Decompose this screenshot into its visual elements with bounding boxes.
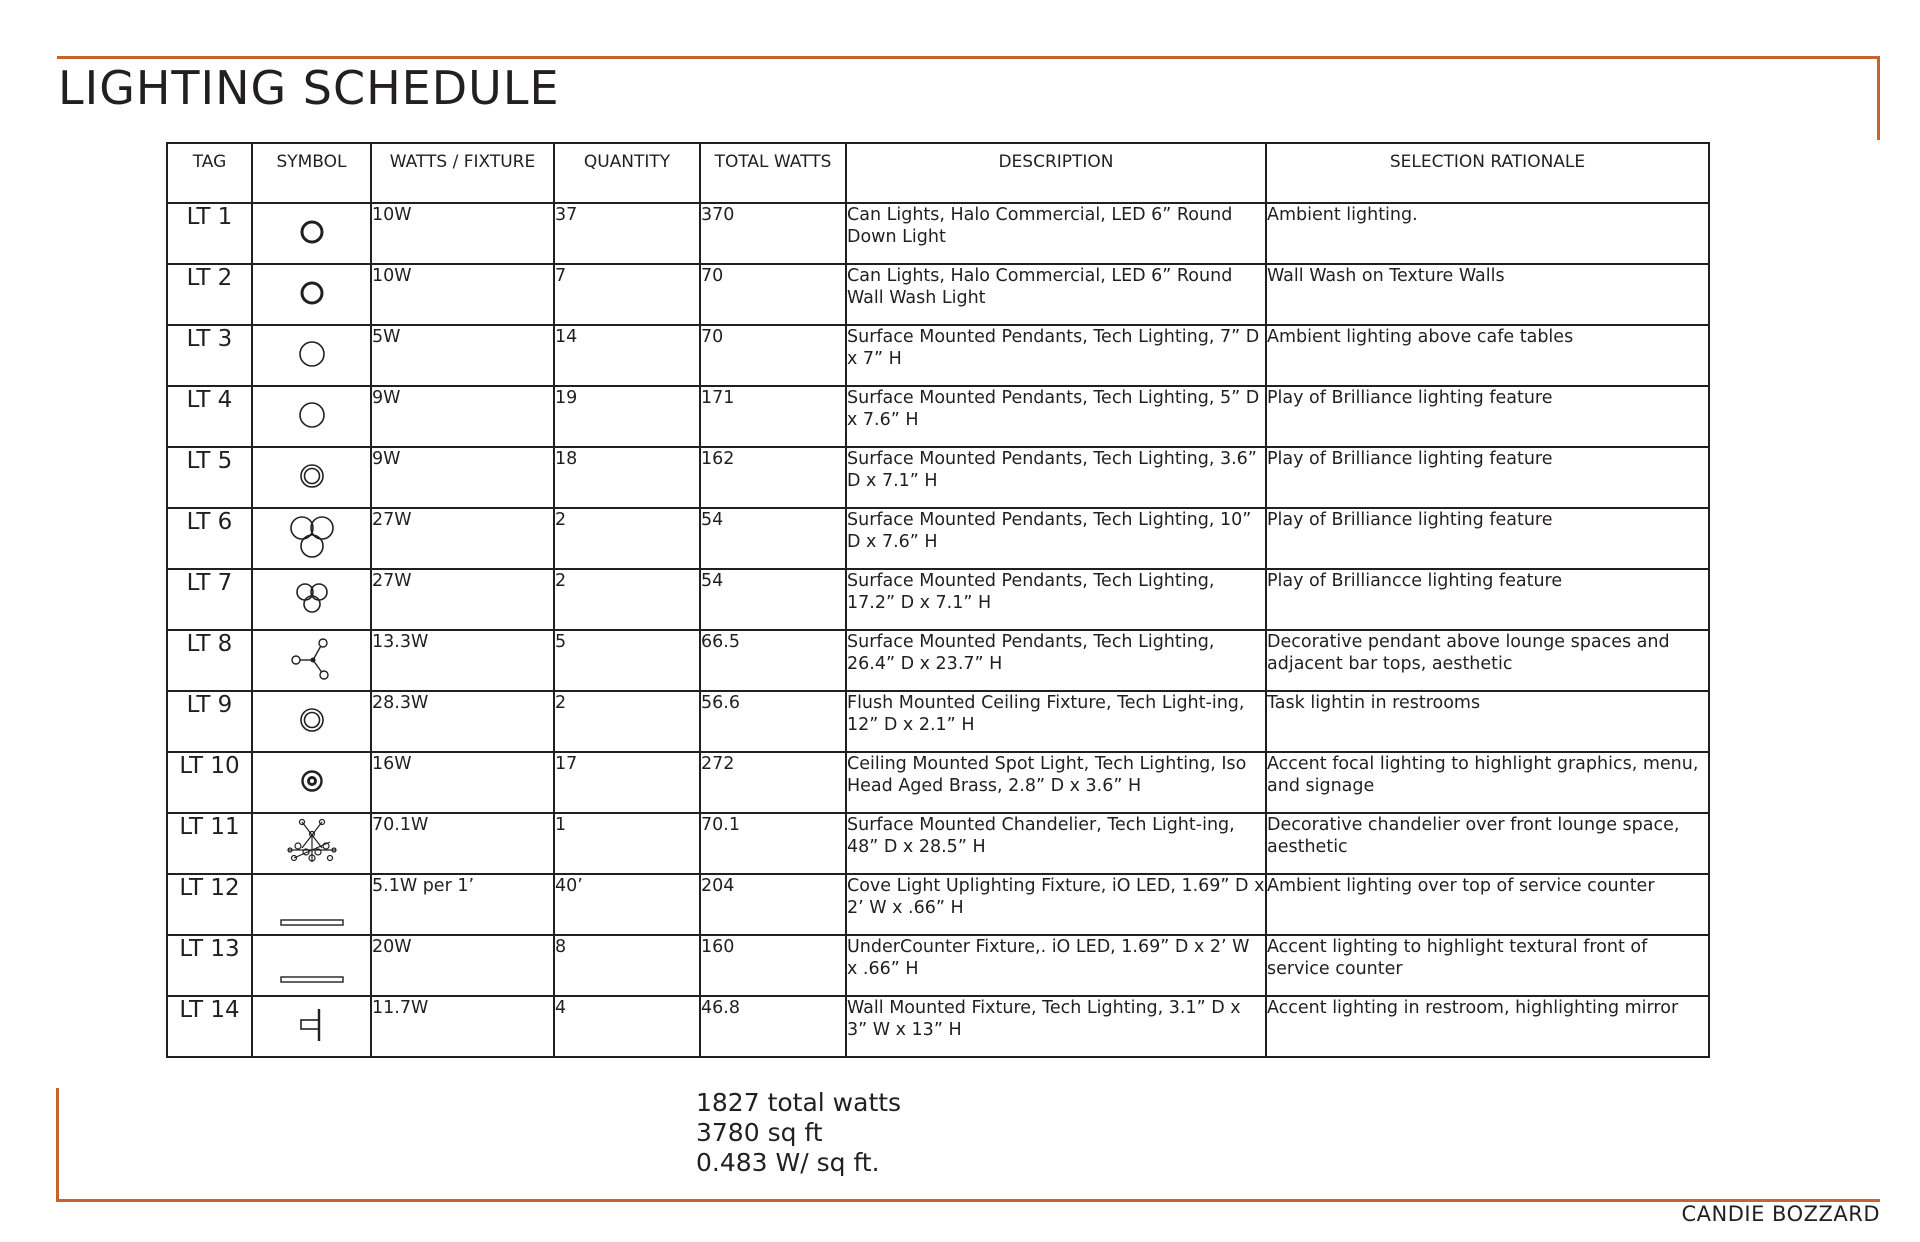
circle-symbol xyxy=(297,339,327,373)
cell-watts-per-fixture: 9W xyxy=(371,447,554,508)
cell-description: Ceiling Mounted Spot Light, Tech Lighting, Iso Head Aged Brass, 2.8” D x 3.6” H xyxy=(846,752,1266,813)
power-density: 0.483 W/ sq ft. xyxy=(696,1148,880,1177)
cell-selection-rationale: Ambient lighting above cafe tables xyxy=(1266,325,1709,386)
cell-selection-rationale: Wall Wash on Texture Walls xyxy=(1266,264,1709,325)
cell-watts-per-fixture: 28.3W xyxy=(371,691,554,752)
table-row xyxy=(167,813,1709,874)
cell-watts-per-fixture: 10W xyxy=(371,203,554,264)
header-selection-rationale: SELECTION RATIONALE xyxy=(1266,143,1709,203)
chandelier-symbol xyxy=(284,818,340,870)
cell-total-watts: 272 xyxy=(700,752,846,813)
cell-watts-per-fixture: 27W xyxy=(371,569,554,630)
cell-quantity: 2 xyxy=(554,691,700,752)
cell-total-watts: 54 xyxy=(700,569,846,630)
cell-description: Can Lights, Halo Commercial, LED 6” Round Down Light xyxy=(846,203,1266,264)
cell-description: Cove Light Uplighting Fixture, iO LED, 1.69” D x 2’ W x .66” H xyxy=(846,874,1266,935)
cell-total-watts: 46.8 xyxy=(700,996,846,1057)
triple-circle-large-symbol xyxy=(288,514,336,564)
cell-quantity: 14 xyxy=(554,325,700,386)
header-symbol: SYMBOL xyxy=(252,143,371,203)
cell-symbol xyxy=(252,386,371,447)
cell-tag: LT 4 xyxy=(167,386,252,447)
triple-circle-small-symbol xyxy=(294,581,330,619)
cell-total-watts: 56.6 xyxy=(700,691,846,752)
cell-tag: LT 1 xyxy=(167,203,252,264)
cell-quantity: 2 xyxy=(554,569,700,630)
cell-selection-rationale: Play of Brilliance lighting feature xyxy=(1266,447,1709,508)
cell-watts-per-fixture: 16W xyxy=(371,752,554,813)
cell-total-watts: 54 xyxy=(700,508,846,569)
cell-total-watts: 70 xyxy=(700,325,846,386)
cell-description: Surface Mounted Pendants, Tech Lighting, 17.2” D x 7.1” H xyxy=(846,569,1266,630)
cell-watts-per-fixture: 10W xyxy=(371,264,554,325)
cell-tag: LT 11 xyxy=(167,813,252,874)
cell-selection-rationale: Play of Brilliancce lighting feature xyxy=(1266,569,1709,630)
cell-tag: LT 9 xyxy=(167,691,252,752)
cell-total-watts: 70 xyxy=(700,264,846,325)
frame-left-rule xyxy=(56,1088,59,1202)
cell-symbol xyxy=(252,813,371,874)
cell-symbol xyxy=(252,935,371,996)
cell-watts-per-fixture: 20W xyxy=(371,935,554,996)
cell-selection-rationale: Task lightin in restrooms xyxy=(1266,691,1709,752)
cell-symbol xyxy=(252,691,371,752)
table-row xyxy=(167,935,1709,996)
cell-watts-per-fixture: 9W xyxy=(371,386,554,447)
cell-quantity: 40’ xyxy=(554,874,700,935)
frame-right-rule xyxy=(1877,56,1880,140)
cell-quantity: 1 xyxy=(554,813,700,874)
frame-bottom-rule xyxy=(56,1199,1880,1202)
cell-selection-rationale: Accent lighting in restroom, highlighting mirror xyxy=(1266,996,1709,1057)
cell-tag: LT 3 xyxy=(167,325,252,386)
cell-description: UnderCounter Fixture,. iO LED, 1.69” D x 2’ W x .66” H xyxy=(846,935,1266,996)
header-total-watts: TOTAL WATTS xyxy=(700,143,846,203)
cell-total-watts: 160 xyxy=(700,935,846,996)
table-row xyxy=(167,630,1709,691)
cell-tag: LT 6 xyxy=(167,508,252,569)
undercounter-linear-symbol xyxy=(280,969,344,988)
double-ring-symbol xyxy=(298,462,326,494)
cell-tag: LT 7 xyxy=(167,569,252,630)
cell-description: Surface Mounted Pendants, Tech Lighting, 3.6” D x 7.1” H xyxy=(846,447,1266,508)
header-watts-per-fixture: WATTS / FIXTURE xyxy=(371,143,554,203)
double-ring-symbol xyxy=(298,706,326,738)
cell-tag: LT 10 xyxy=(167,752,252,813)
table-row xyxy=(167,386,1709,447)
table-row xyxy=(167,203,1709,264)
cell-total-watts: 162 xyxy=(700,447,846,508)
cell-selection-rationale: Play of Brilliance lighting feature xyxy=(1266,386,1709,447)
cell-symbol xyxy=(252,264,371,325)
cell-quantity: 2 xyxy=(554,508,700,569)
cell-watts-per-fixture: 11.7W xyxy=(371,996,554,1057)
cell-quantity: 17 xyxy=(554,752,700,813)
cell-symbol xyxy=(252,996,371,1057)
table-row xyxy=(167,691,1709,752)
total-watts: 1827 total watts xyxy=(696,1088,902,1117)
cell-description: Surface Mounted Pendants, Tech Lighting, 10” D x 7.6” H xyxy=(846,508,1266,569)
total-area: 3780 sq ft xyxy=(696,1118,823,1147)
cell-quantity: 19 xyxy=(554,386,700,447)
cell-symbol xyxy=(252,752,371,813)
lighting-schedule-table xyxy=(166,142,1710,1058)
thick-ring-symbol xyxy=(298,218,326,250)
table-row xyxy=(167,325,1709,386)
table-row xyxy=(167,569,1709,630)
table-row xyxy=(167,996,1709,1057)
cell-symbol xyxy=(252,630,371,691)
cell-total-watts: 171 xyxy=(700,386,846,447)
cell-tag: LT 14 xyxy=(167,996,252,1057)
cell-quantity: 37 xyxy=(554,203,700,264)
cell-watts-per-fixture: 5W xyxy=(371,325,554,386)
cell-symbol xyxy=(252,325,371,386)
cell-symbol xyxy=(252,203,371,264)
cell-selection-rationale: Ambient lighting over top of service counter xyxy=(1266,874,1709,935)
cell-description: Wall Mounted Fixture, Tech Lighting, 3.1” D x 3” W x 13” H xyxy=(846,996,1266,1057)
cell-selection-rationale: Accent lighting to highlight textural front of service counter xyxy=(1266,935,1709,996)
table-row xyxy=(167,447,1709,508)
cell-selection-rationale: Play of Brilliance lighting feature xyxy=(1266,508,1709,569)
cell-selection-rationale: Accent focal lighting to highlight graphics, menu, and signage xyxy=(1266,752,1709,813)
cell-tag: LT 13 xyxy=(167,935,252,996)
cell-tag: LT 8 xyxy=(167,630,252,691)
table-row xyxy=(167,508,1709,569)
header-quantity: QUANTITY xyxy=(554,143,700,203)
wall-sconce-symbol xyxy=(297,1007,327,1047)
cell-watts-per-fixture: 5.1W per 1’ xyxy=(371,874,554,935)
cell-selection-rationale: Ambient lighting. xyxy=(1266,203,1709,264)
cell-symbol xyxy=(252,447,371,508)
cell-watts-per-fixture: 27W xyxy=(371,508,554,569)
cell-total-watts: 66.5 xyxy=(700,630,846,691)
cell-quantity: 7 xyxy=(554,264,700,325)
branch-pendant-symbol xyxy=(289,636,335,686)
cell-total-watts: 204 xyxy=(700,874,846,935)
cell-total-watts: 70.1 xyxy=(700,813,846,874)
cell-description: Surface Mounted Chandelier, Tech Light-ing, 48” D x 28.5” H xyxy=(846,813,1266,874)
spot-light-symbol xyxy=(300,769,324,797)
cell-total-watts: 370 xyxy=(700,203,846,264)
header-description: DESCRIPTION xyxy=(846,143,1266,203)
author-name: CANDIE BOZZARD xyxy=(1681,1202,1880,1226)
cell-description: Surface Mounted Pendants, Tech Lighting, 26.4” D x 23.7” H xyxy=(846,630,1266,691)
header-tag: TAG xyxy=(167,143,252,203)
cell-tag: LT 5 xyxy=(167,447,252,508)
thick-ring-symbol xyxy=(298,279,326,311)
cell-selection-rationale: Decorative pendant above lounge spaces and adjacent bar tops, aesthetic xyxy=(1266,630,1709,691)
cell-description: Flush Mounted Ceiling Fixture, Tech Light-ing, 12” D x 2.1” H xyxy=(846,691,1266,752)
table-row xyxy=(167,874,1709,935)
table-header-row xyxy=(167,143,1709,203)
cell-symbol xyxy=(252,874,371,935)
cell-quantity: 4 xyxy=(554,996,700,1057)
cell-description: Surface Mounted Pendants, Tech Lighting, 7” D x 7” H xyxy=(846,325,1266,386)
cell-tag: LT 2 xyxy=(167,264,252,325)
cell-description: Can Lights, Halo Commercial, LED 6” Round Wall Wash Light xyxy=(846,264,1266,325)
cell-quantity: 18 xyxy=(554,447,700,508)
cell-symbol xyxy=(252,508,371,569)
cove-linear-symbol xyxy=(280,912,344,931)
cell-watts-per-fixture: 70.1W xyxy=(371,813,554,874)
circle-symbol xyxy=(297,400,327,434)
cell-tag: LT 12 xyxy=(167,874,252,935)
cell-symbol xyxy=(252,569,371,630)
cell-quantity: 5 xyxy=(554,630,700,691)
cell-watts-per-fixture: 13.3W xyxy=(371,630,554,691)
cell-description: Surface Mounted Pendants, Tech Lighting, 5” D x 7.6” H xyxy=(846,386,1266,447)
cell-selection-rationale: Decorative chandelier over front lounge space, aesthetic xyxy=(1266,813,1709,874)
cell-quantity: 8 xyxy=(554,935,700,996)
table-row xyxy=(167,264,1709,325)
page-title: LIGHTING SCHEDULE xyxy=(58,61,560,115)
frame-top-rule xyxy=(57,56,1880,59)
totals-block xyxy=(696,1088,901,1178)
table-row xyxy=(167,752,1709,813)
